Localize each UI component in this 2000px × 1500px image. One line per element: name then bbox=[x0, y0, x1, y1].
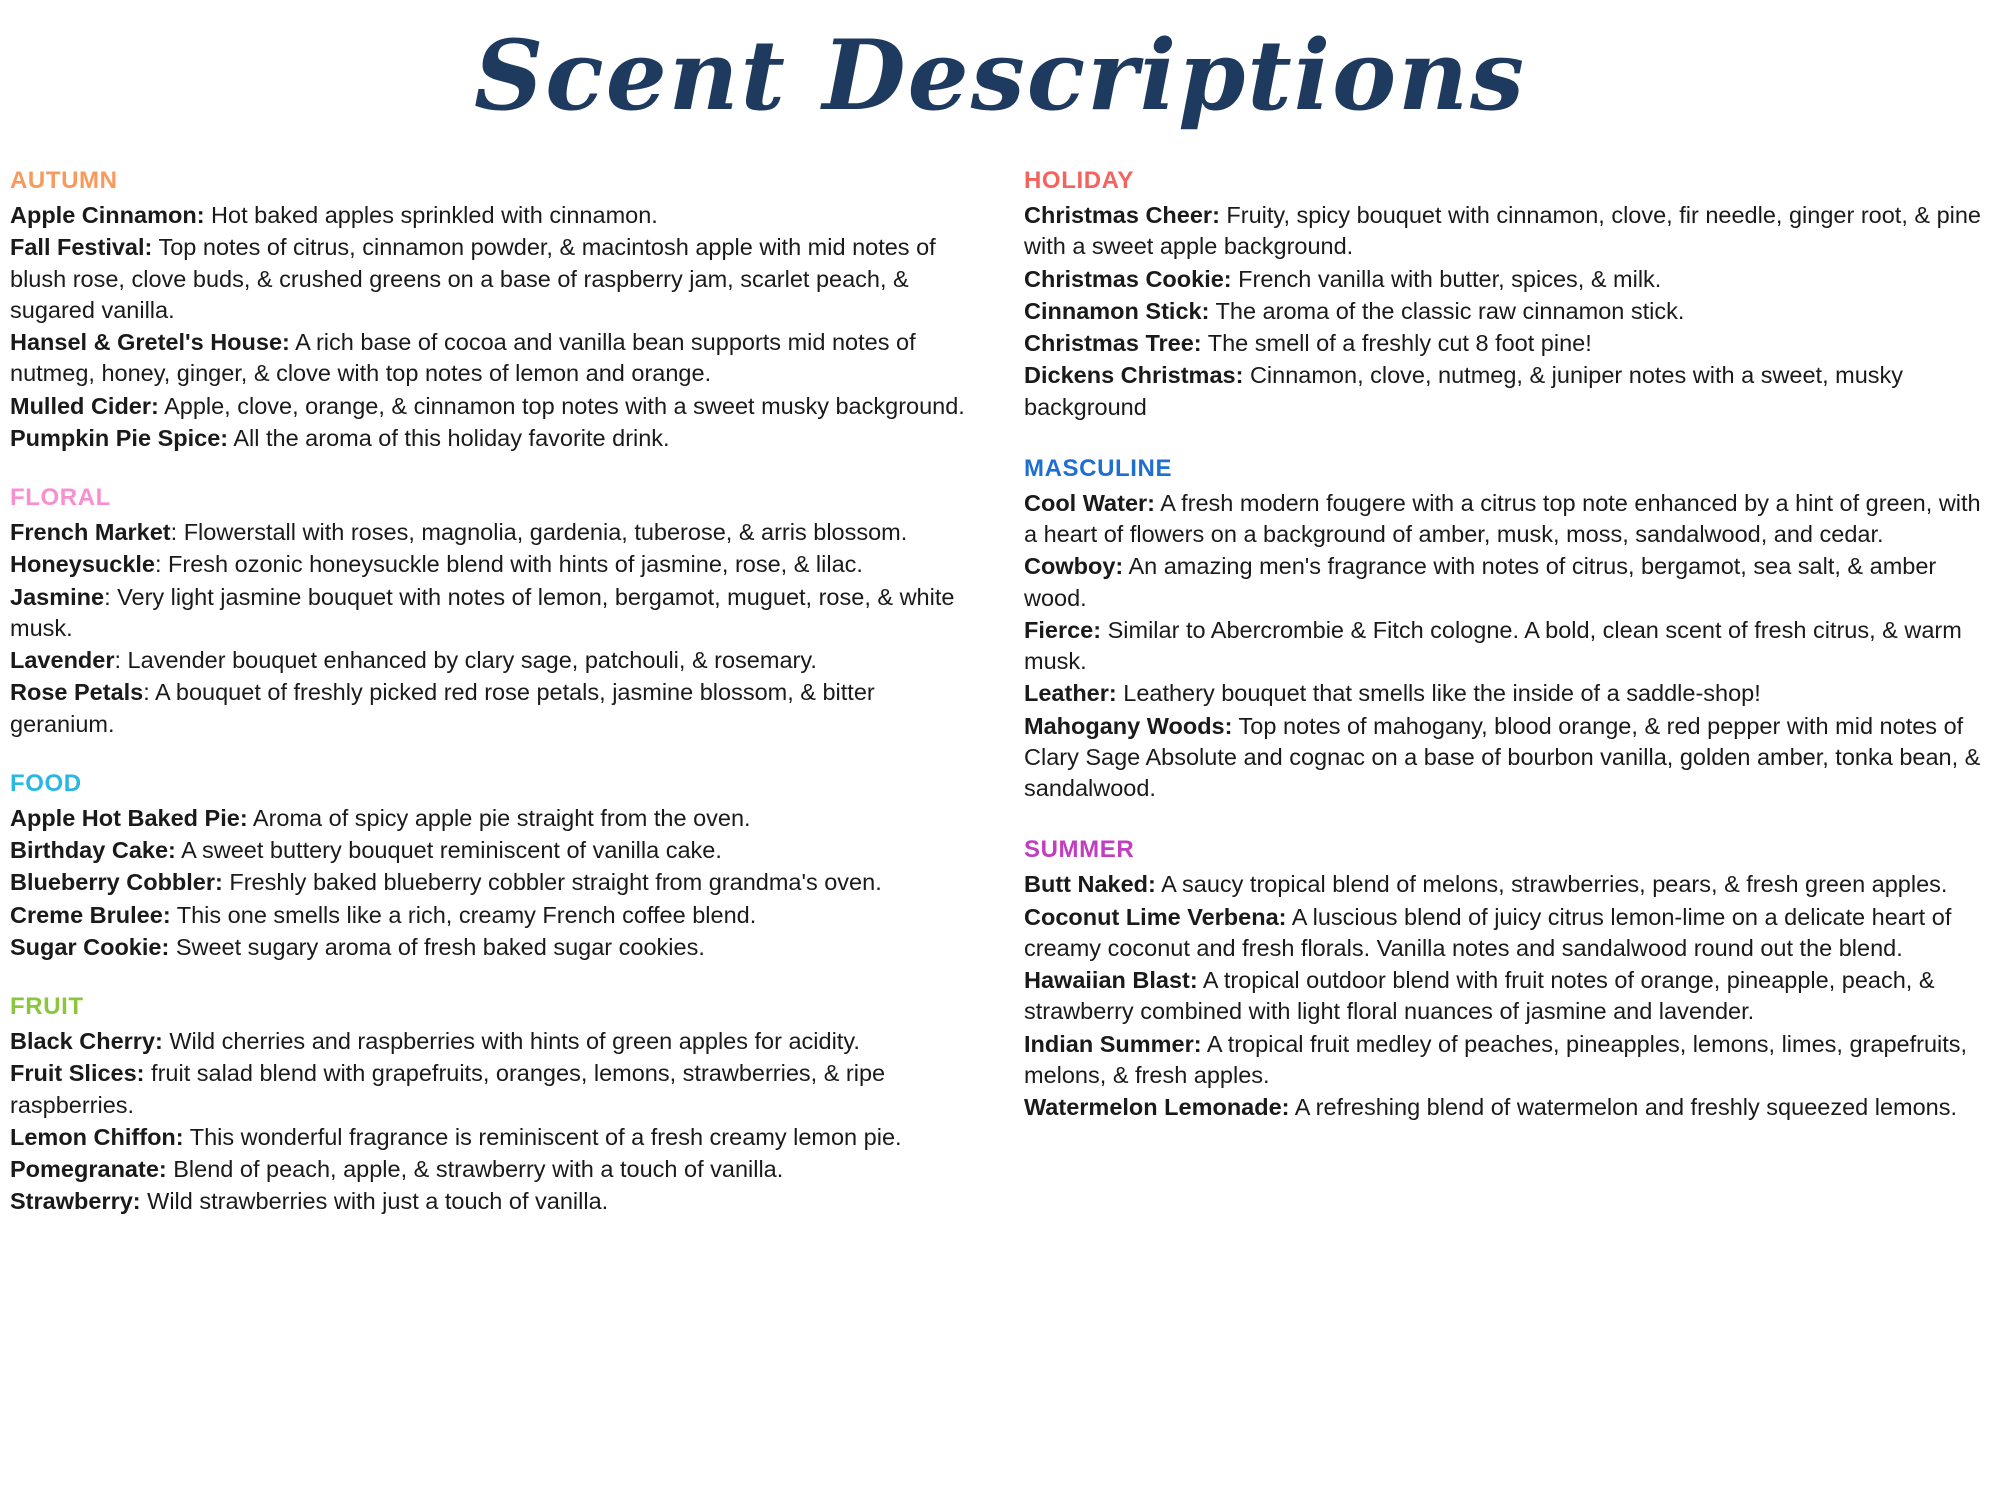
scent-description: : Lavender bouquet enhanced by clary sage, patchouli, & rosemary. bbox=[114, 647, 817, 674]
scent-description: This one smells like a rich, creamy French coffee blend. bbox=[170, 901, 757, 928]
scent-name: Jasmine bbox=[10, 583, 105, 610]
scent-entry bbox=[1024, 869, 1984, 900]
scent-description: A sweet buttery bouquet reminiscent of vanilla cake. bbox=[175, 837, 722, 864]
scent-entry bbox=[10, 835, 970, 866]
scent-entry bbox=[10, 423, 970, 454]
section-heading: SUMMER bbox=[1024, 836, 1135, 864]
scent-name: Strawberry: bbox=[10, 1188, 141, 1215]
scent-name: Watermelon Lemonade: bbox=[1024, 1094, 1290, 1121]
scent-description: Blend of peach, apple, & strawberry with a touch of vanilla. bbox=[166, 1156, 784, 1183]
scent-description: A rich base of cocoa and vanilla bean supports mid notes of nutmeg, honey, ginger, & clove with top notes of lemon and orange. bbox=[10, 329, 916, 387]
scent-name: French Market bbox=[10, 519, 171, 546]
scent-description: All the aroma of this holiday favorite drink. bbox=[228, 424, 670, 451]
section-heading: MASCULINE bbox=[1024, 454, 1173, 482]
scent-name: Hansel & Gretel's House: bbox=[10, 329, 290, 356]
scent-entry bbox=[1024, 360, 1984, 423]
scent-entry bbox=[10, 900, 970, 931]
scent-description: Fruity, spicy bouquet with cinnamon, clove, fir needle, ginger root, & pine with a sweet apple background. bbox=[1024, 202, 1982, 260]
scent-description: Wild strawberries with just a touch of vanilla. bbox=[140, 1188, 609, 1215]
scent-description: Wild cherries and raspberries with hints of green apples for acidity. bbox=[162, 1028, 860, 1055]
scent-description: A luscious blend of juicy citrus lemon-lime on a delicate heart of creamy coconut and fresh florals. Vanilla notes and sandalwood round out the blend. bbox=[1024, 903, 1952, 961]
scent-name: Fruit Slices: bbox=[10, 1060, 145, 1087]
columns-container bbox=[10, 137, 1990, 1248]
scent-name: Hawaiian Blast: bbox=[1024, 967, 1198, 994]
scent-description: Apple, clove, orange, & cinnamon top notes with a sweet musky background. bbox=[158, 392, 965, 419]
scent-section-fruit bbox=[10, 993, 970, 1218]
scent-description: Aroma of spicy apple pie straight from the oven. bbox=[247, 804, 751, 831]
scent-entry bbox=[10, 803, 970, 834]
scent-name: Cinnamon Stick: bbox=[1024, 297, 1210, 324]
scent-description: Cinnamon, clove, nutmeg, & juniper notes with a sweet, musky background bbox=[1024, 362, 1904, 420]
scent-description: Hot baked apples sprinkled with cinnamon. bbox=[204, 202, 658, 229]
section-heading: AUTUMN bbox=[10, 167, 118, 195]
scent-entry bbox=[10, 867, 970, 898]
scent-entry bbox=[1024, 615, 1984, 678]
scent-section-masculine bbox=[1024, 455, 1984, 805]
scent-section-holiday bbox=[1024, 167, 1984, 423]
scent-entry bbox=[10, 1154, 970, 1185]
scent-entry bbox=[1024, 965, 1984, 1028]
scent-description: Similar to Abercrombie & Fitch cologne. A bold, clean scent of fresh citrus, & warm musk. bbox=[1024, 616, 1962, 675]
section-heading: FOOD bbox=[10, 769, 82, 797]
scent-entry bbox=[1024, 264, 1984, 295]
scent-entry bbox=[10, 327, 970, 390]
scent-section-summer bbox=[1024, 836, 1984, 1123]
scent-name: Mulled Cider: bbox=[10, 392, 159, 419]
scent-entry bbox=[1024, 1092, 1984, 1123]
scent-description: Top notes of citrus, cinnamon powder, & macintosh apple with mid notes of blush rose, clove buds, & crushed greens on a base of raspberry jam, scarlet peach, & sugared vanilla. bbox=[10, 234, 936, 323]
scent-entry bbox=[1024, 902, 1984, 965]
scent-name: Fall Festival: bbox=[10, 234, 153, 261]
scent-description: Leathery bouquet that smells like the inside of a saddle-shop! bbox=[1116, 680, 1761, 707]
scent-name: Leather: bbox=[1024, 680, 1117, 707]
scent-name: Mahogany Woods: bbox=[1024, 712, 1233, 739]
scent-description: : Fresh ozonic honeysuckle blend with hints of jasmine, rose, & lilac. bbox=[154, 551, 863, 578]
scent-description: A fresh modern fougere with a citrus top note enhanced by a hint of green, with a heart of flowers on a background of amber, musk, moss, sandalwood, and cedar. bbox=[1024, 489, 1981, 548]
scent-description: An amazing men's fragrance with notes of citrus, bergamot, sea salt, & amber wood. bbox=[1024, 553, 1937, 611]
scent-name: Sugar Cookie: bbox=[10, 933, 170, 960]
scent-name: Lavender bbox=[10, 647, 115, 674]
scent-name: Cowboy: bbox=[1024, 553, 1124, 580]
scent-name: Pomegranate: bbox=[10, 1156, 167, 1183]
scent-entry bbox=[1024, 200, 1984, 263]
scent-name: Christmas Cookie: bbox=[1024, 265, 1232, 292]
scent-entry bbox=[10, 549, 970, 580]
left-column bbox=[10, 167, 970, 1248]
scent-name: Butt Naked: bbox=[1024, 871, 1156, 898]
scent-name: Apple Hot Baked Pie: bbox=[10, 804, 248, 831]
scent-entry bbox=[10, 200, 970, 231]
scent-entry bbox=[1024, 678, 1984, 709]
scent-description: fruit salad blend with grapefruits, oranges, lemons, strawberries, & ripe raspberries. bbox=[10, 1060, 886, 1118]
scent-section-autumn bbox=[10, 167, 970, 454]
scent-entry bbox=[1024, 551, 1984, 614]
scent-description: A tropical fruit medley of peaches, pineapples, lemons, limes, grapefruits, melons, & fresh apples. bbox=[1024, 1030, 1968, 1088]
page-title: Scent Descriptions bbox=[473, 19, 1527, 132]
scent-description: French vanilla with butter, spices, & milk. bbox=[1231, 265, 1662, 292]
scent-name: Rose Petals bbox=[10, 679, 144, 706]
scent-description: : A bouquet of freshly picked red rose petals, jasmine blossom, & bitter geranium. bbox=[10, 679, 875, 737]
scent-entry bbox=[10, 232, 970, 326]
scent-entry bbox=[1024, 328, 1984, 359]
scent-name: Honeysuckle bbox=[10, 551, 155, 578]
right-column bbox=[1024, 167, 1984, 1248]
scent-entry bbox=[10, 582, 970, 645]
scent-entry bbox=[10, 1058, 970, 1121]
scent-entry bbox=[1024, 1029, 1984, 1092]
scent-description: : Flowerstall with roses, magnolia, gardenia, tuberose, & arris blossom. bbox=[170, 519, 908, 546]
scent-description: Top notes of mahogany, blood orange, & red pepper with mid notes of Clary Sage Absolute and cognac on a base of bourbon vanilla, golden amber, tonka bean, & sandalwood. bbox=[1024, 712, 1981, 802]
scent-name: Indian Summer: bbox=[1024, 1030, 1202, 1057]
scent-name: Birthday Cake: bbox=[10, 837, 176, 864]
section-heading: HOLIDAY bbox=[1024, 167, 1134, 195]
scent-name: Pumpkin Pie Spice: bbox=[10, 424, 229, 451]
scent-entry bbox=[10, 517, 970, 548]
scent-name: Apple Cinnamon: bbox=[10, 202, 205, 229]
scent-name: Christmas Tree: bbox=[1024, 330, 1202, 357]
scent-section-food bbox=[10, 770, 970, 963]
scent-entry bbox=[10, 391, 970, 422]
scent-description: This wonderful fragrance is reminiscent of a fresh creamy lemon pie. bbox=[183, 1123, 902, 1150]
scent-description: A tropical outdoor blend with fruit notes of orange, pineapple, peach, & strawberry combined with light floral nuances of jasmine and lavender. bbox=[1024, 967, 1935, 1025]
scent-description: The aroma of the classic raw cinnamon stick. bbox=[1209, 297, 1685, 324]
section-heading: FRUIT bbox=[10, 993, 84, 1021]
scent-name: Black Cherry: bbox=[10, 1028, 163, 1055]
scent-description: : Very light jasmine bouquet with notes of lemon, bergamot, muguet, rose, & white musk. bbox=[10, 583, 955, 641]
scent-name: Blueberry Cobbler: bbox=[10, 869, 223, 896]
scent-entry bbox=[10, 1026, 970, 1057]
scent-entry bbox=[10, 932, 970, 963]
scent-entry bbox=[1024, 711, 1984, 805]
scent-name: Cool Water: bbox=[1024, 489, 1155, 516]
scent-description: Freshly baked blueberry cobbler straight from grandma's oven. bbox=[222, 869, 882, 896]
scent-entry bbox=[10, 677, 970, 740]
scent-name: Creme Brulee: bbox=[10, 901, 171, 928]
scent-entry bbox=[10, 645, 970, 676]
scent-description: Sweet sugary aroma of fresh baked sugar cookies. bbox=[169, 933, 705, 960]
scent-description: A refreshing blend of watermelon and freshly squeezed lemons. bbox=[1289, 1094, 1958, 1121]
scent-name: Dickens Christmas: bbox=[1024, 362, 1244, 389]
scent-name: Lemon Chiffon: bbox=[10, 1123, 184, 1150]
scent-entry bbox=[10, 1186, 970, 1217]
scent-name: Christmas Cheer: bbox=[1024, 202, 1220, 229]
scent-description: The smell of a freshly cut 8 foot pine! bbox=[1201, 330, 1592, 357]
scent-name: Fierce: bbox=[1024, 616, 1102, 643]
section-heading: FLORAL bbox=[10, 484, 111, 512]
scent-entry bbox=[10, 1122, 970, 1153]
scent-description: A saucy tropical blend of melons, strawberries, pears, & fresh green apples. bbox=[1155, 871, 1948, 898]
scent-name: Coconut Lime Verbena: bbox=[1024, 903, 1287, 930]
scent-entry bbox=[1024, 488, 1984, 551]
scent-section-floral bbox=[10, 484, 970, 740]
scent-entry bbox=[1024, 296, 1984, 327]
